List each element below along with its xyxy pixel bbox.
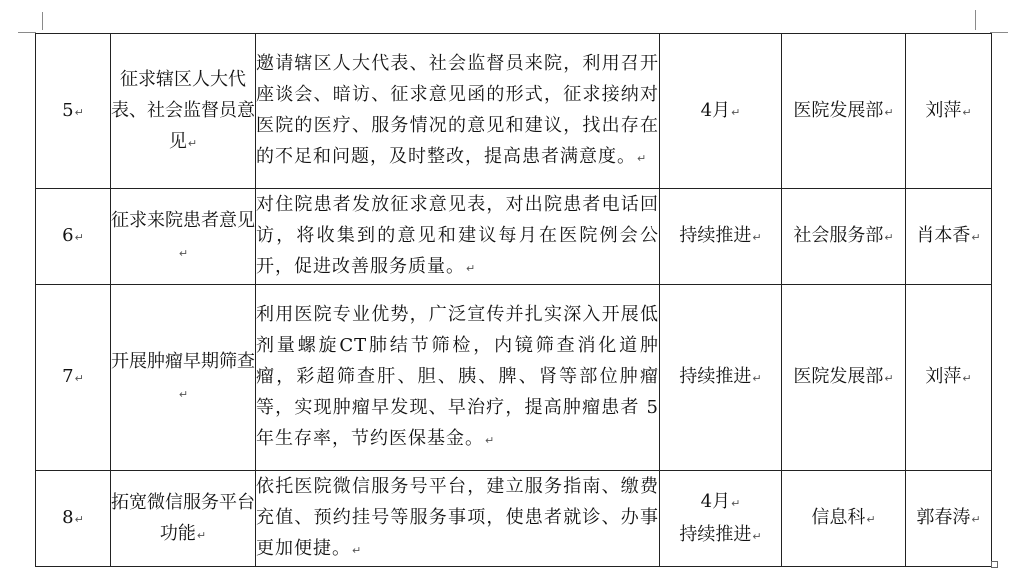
row-number: 7 [62, 366, 74, 387]
crop-mark-top-left-h [18, 32, 36, 33]
content-cell [256, 471, 660, 567]
crop-mark-top-right-v [975, 10, 976, 30]
paragraph-mark: ↵ [731, 105, 741, 119]
person-cell [906, 285, 992, 471]
document-end-marker [991, 561, 998, 568]
paragraph-mark: ↵ [866, 513, 876, 526]
time-cell [660, 285, 782, 471]
person-text: 刘萍 [925, 99, 962, 121]
time-cell [660, 34, 782, 189]
table-row [36, 471, 992, 567]
item-cell [111, 471, 256, 567]
paragraph-mark: ↵ [962, 372, 972, 385]
person-cell [906, 471, 992, 567]
time-text: 4月 [700, 490, 731, 512]
time-text-secondary: 持续推进 [679, 523, 752, 545]
row-number-cell [36, 285, 111, 471]
crop-mark-top-right-h [990, 32, 1008, 33]
item-name: 开展肿瘤早期筛查 [111, 350, 255, 372]
person-cell [906, 189, 992, 285]
row-number: 8 [62, 507, 74, 528]
time-text: 持续推进 [679, 225, 752, 246]
paragraph-mark: ↵ [884, 231, 894, 244]
paragraph-mark: ↵ [466, 262, 477, 275]
department-text: 医院发展部 [793, 99, 884, 121]
row-number-cell [36, 34, 111, 189]
paragraph-mark: ↵ [884, 372, 894, 385]
paragraph-mark: ↵ [962, 105, 972, 119]
table-row [36, 189, 992, 285]
table-row [36, 285, 992, 471]
item-name: 拓宽微信服务平台功能 [111, 491, 255, 544]
item-cell [111, 285, 256, 471]
department-cell [782, 189, 906, 285]
paragraph-mark: ↵ [485, 434, 496, 447]
time-cell [660, 189, 782, 285]
content-cell [256, 189, 660, 285]
person-text: 刘萍 [925, 366, 962, 387]
paragraph-mark: ↵ [752, 231, 762, 244]
paragraph-mark: ↵ [74, 372, 84, 385]
paragraph-mark: ↵ [187, 136, 198, 150]
paragraph-mark: ↵ [74, 513, 84, 526]
item-name: 征求来院患者意见 [111, 209, 255, 231]
paragraph-mark: ↵ [196, 528, 207, 542]
paragraph-mark: ↵ [752, 529, 762, 543]
paragraph-mark: ↵ [752, 372, 762, 385]
paragraph-mark: ↵ [971, 231, 981, 244]
time-cell [660, 471, 782, 567]
department-text: 信息科 [811, 507, 866, 528]
department-text: 医院发展部 [793, 366, 884, 387]
department-text: 社会服务部 [793, 225, 884, 246]
row-number-cell [36, 189, 111, 285]
row-number: 5 [62, 99, 74, 121]
content-text: 邀请辖区人大代表、社会监督员来院，利用召开座谈会、暗访、征求意见函的形式，征求接纳对医院的医疗、服务情况的意见和建议，找出存在的不足和问题，及时整改，提高患者满意度。 [256, 53, 659, 167]
time-text: 4月 [700, 99, 731, 121]
content-cell [256, 285, 660, 471]
paragraph-mark: ↵ [884, 105, 894, 119]
content-text: 依托医院微信服务号平台，建立服务指南、缴费充值、预约挂号等服务事项，使患者就诊、办事更加便捷。 [256, 476, 659, 559]
crop-mark-top-left-v [42, 12, 43, 30]
person-cell [906, 34, 992, 189]
content-text: 利用医院专业优势，广泛宣传并扎实深入开展低剂量螺旋CT肺结节筛检，内镜筛查消化道肿瘤，彩超筛查肝、胆、胰、脾、肾等部位肿瘤等，实现肿瘤早发现、早治疗，提高肿瘤患者 5 年生存率，节约医保基金。 [256, 304, 659, 449]
content-cell [256, 34, 660, 189]
item-cell [111, 189, 256, 285]
paragraph-mark: ↵ [178, 246, 189, 260]
department-cell [782, 471, 906, 567]
paragraph-mark: ↵ [637, 152, 648, 165]
department-cell [782, 285, 906, 471]
person-text: 郭春涛 [916, 507, 971, 528]
paragraph-mark: ↵ [178, 387, 189, 401]
table-row [36, 34, 992, 189]
content-text: 对住院患者发放征求意见表，对出院患者电话回访，将收集到的意见和建议每月在医院例会公开，促进改善服务质量。 [256, 194, 659, 277]
person-text: 肖本香 [916, 225, 971, 246]
item-cell [111, 34, 256, 189]
row-number-cell [36, 471, 111, 567]
paragraph-mark: ↵ [74, 105, 84, 119]
paragraph-mark: ↵ [971, 513, 981, 526]
item-name: 征求辖区人大代表、社会监督员意见 [111, 68, 255, 152]
row-number: 6 [62, 225, 74, 246]
paragraph-mark: ↵ [731, 496, 741, 510]
work-plan-table [35, 33, 992, 567]
time-text: 持续推进 [679, 366, 752, 387]
paragraph-mark: ↵ [74, 231, 84, 244]
paragraph-mark: ↵ [352, 544, 363, 557]
department-cell [782, 34, 906, 189]
